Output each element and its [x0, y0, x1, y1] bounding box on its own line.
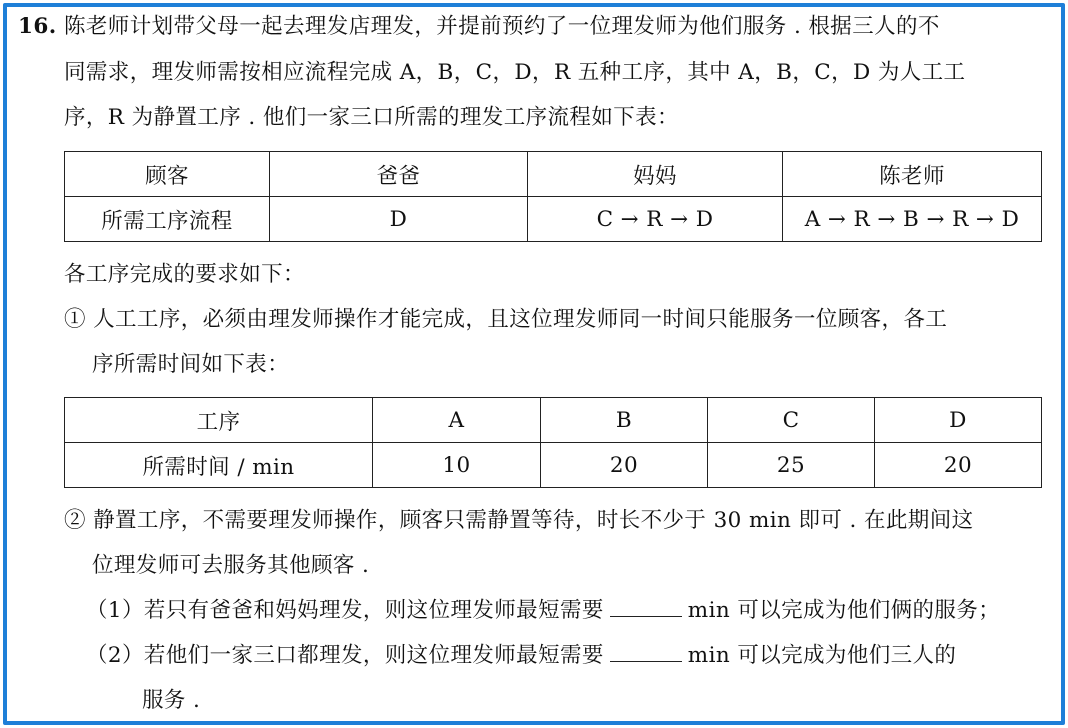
- table-cell: A → R → B → R → D: [783, 197, 1042, 242]
- rule1-line-1: ① 人工工序，必须由理发师操作才能完成，且这位理发师同一时间只能服务一位顾客，各工: [64, 307, 948, 332]
- table-cell: 工序: [65, 398, 373, 443]
- process-flow-data-row: [65, 197, 1042, 242]
- sub-question-2: [86, 641, 956, 671]
- table-cell: D: [875, 398, 1042, 443]
- process-time-data-row: [65, 443, 1042, 488]
- requirements-intro: 各工序完成的要求如下：: [64, 262, 305, 287]
- process-time-table: [64, 397, 1042, 488]
- table-cell: C → R → D: [528, 197, 783, 242]
- intro-line-2: 同需求，理发师需按相应流程完成 A，B，C，D，R 五种工序，其中 A，B，C，D 为人工工: [64, 60, 966, 85]
- sub-question-2-suffix: min 可以完成为他们三人的: [687, 643, 957, 668]
- sub-question-1-prefix: （1）若只有爸爸和妈妈理发，则这位理发师最短需要: [86, 598, 604, 623]
- table-cell: D: [270, 197, 528, 242]
- table-cell: 陈老师: [783, 152, 1042, 197]
- sub-question-1-suffix: min 可以完成为他们俩的服务；: [687, 598, 1001, 623]
- table-cell: 20: [875, 443, 1042, 488]
- table-cell: C: [708, 398, 875, 443]
- intro-line-1: 陈老师计划带父母一起去理发店理发，并提前预约了一位理发师为他们服务 . 根据三人的不: [64, 14, 940, 39]
- process-time-header-row: [65, 398, 1042, 443]
- table-cell: 爸爸: [270, 152, 528, 197]
- answer-blank-2[interactable]: [610, 641, 682, 662]
- rule1-line-2: 序所需时间如下表：: [92, 352, 290, 377]
- table-cell: 妈妈: [528, 152, 783, 197]
- process-flow-header-row: [65, 152, 1042, 197]
- question-number: 16.: [18, 14, 57, 39]
- answer-blank-1[interactable]: [610, 596, 682, 617]
- table-cell: B: [541, 398, 708, 443]
- sub-question-2-prefix: （2）若他们一家三口都理发，则这位理发师最短需要: [86, 643, 604, 668]
- table-cell: 10: [373, 443, 541, 488]
- rule2-line-1: ② 静置工序，不需要理发师操作，顾客只需静置等待，时长不少于 30 min 即可 . 在此期间这: [64, 508, 974, 533]
- table-cell: 20: [541, 443, 708, 488]
- table-cell: 顾客: [65, 152, 270, 197]
- sub-question-2-continuation: 服务 .: [142, 688, 201, 713]
- table-cell: 所需工序流程: [65, 197, 270, 242]
- rule2-line-2: 位理发师可去服务其他顾客 .: [92, 553, 370, 578]
- table-cell: 所需时间 / min: [65, 443, 373, 488]
- process-flow-table: [64, 151, 1042, 242]
- sub-question-1: [86, 596, 1000, 626]
- table-cell: A: [373, 398, 541, 443]
- intro-line-3: 序，R 为静置工序 . 他们一家三口所需的理发工序流程如下表：: [64, 105, 679, 130]
- table-cell: 25: [708, 443, 875, 488]
